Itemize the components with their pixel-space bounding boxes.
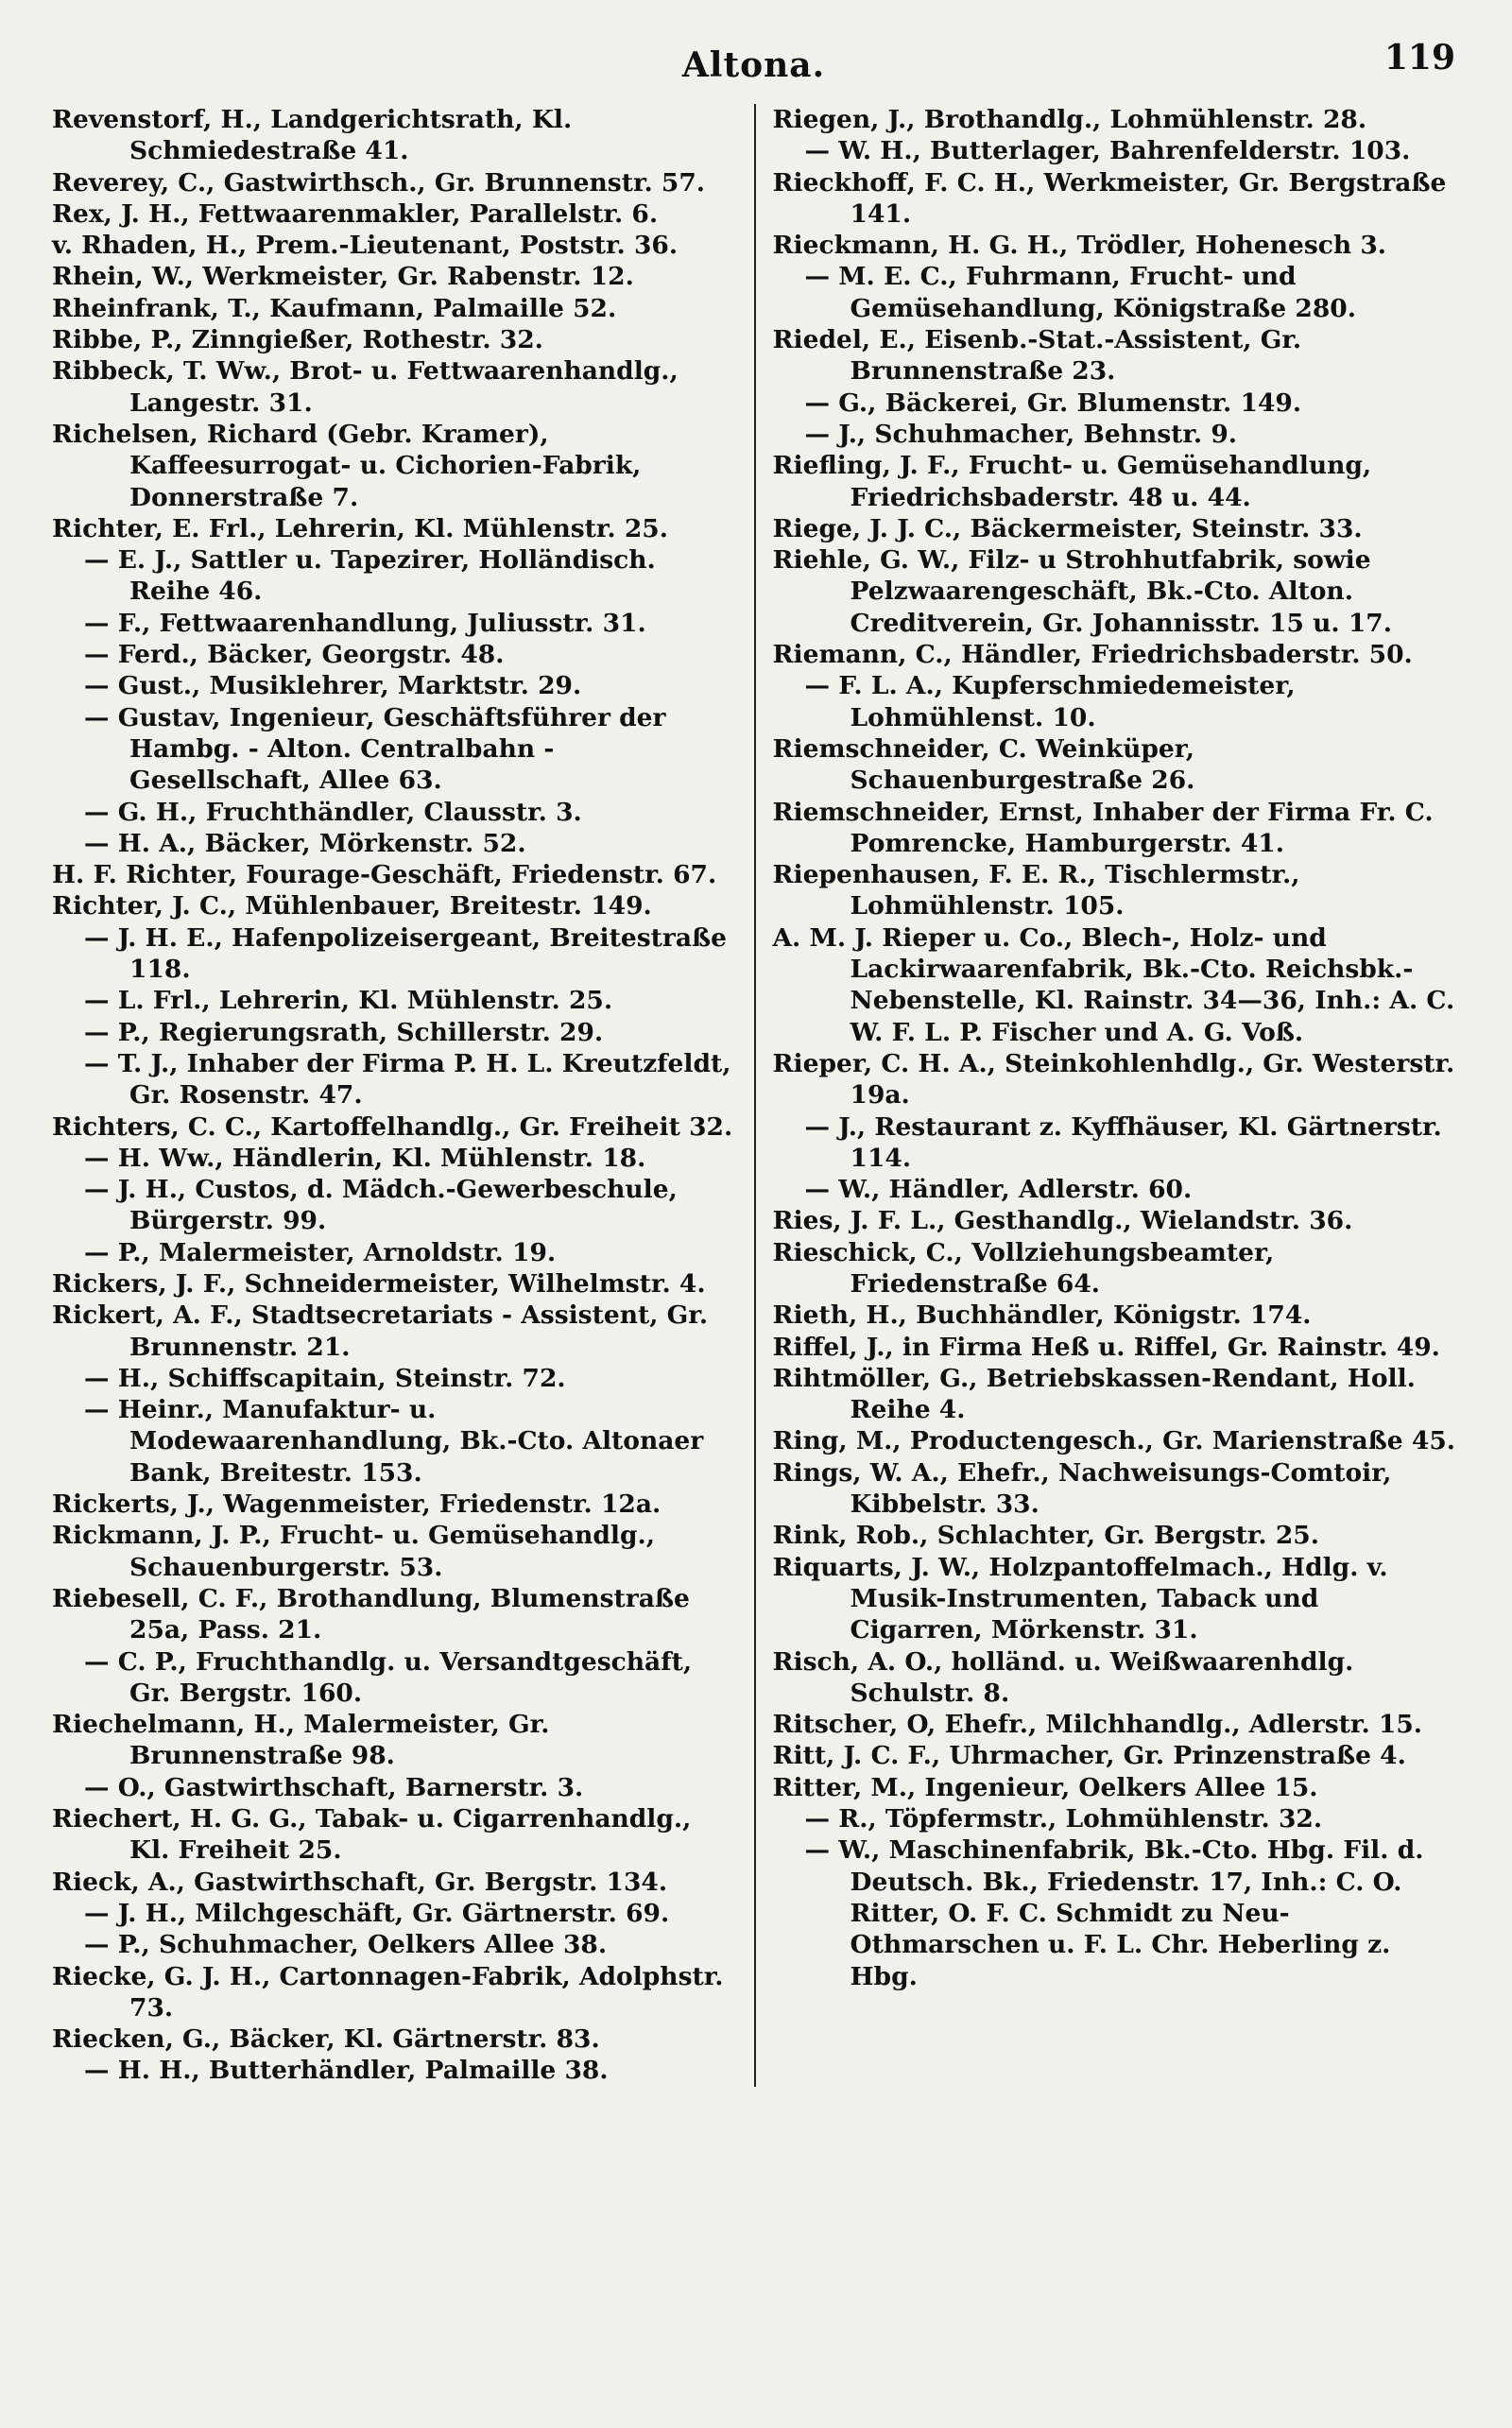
- directory-entry: [773, 1520, 1456, 1551]
- directory-entry: [52, 1363, 737, 1394]
- directory-entry-text: Riemschneider, Ernst, Inhaber der Firma Fr. C. Pomrencke, Hamburgerstr. 41.: [772, 797, 1434, 858]
- directory-entry-text: Rieck, A., Gastwirthschaft, Gr. Bergstr. 134.: [52, 1867, 668, 1897]
- directory-entry-text: Riefling, J. F., Frucht- u. Gemüsehandlung, Friedrichsbaderstr. 48 u. 44.: [772, 451, 1372, 512]
- directory-entry: [773, 1048, 1456, 1111]
- directory-entry-text: v. Rhaden, H., Prem.-Lieutenant, Poststr. 36.: [52, 231, 679, 261]
- directory-entry: [773, 859, 1456, 922]
- directory-entry: [52, 985, 737, 1016]
- directory-entry-text: Riebesell, C. F., Brothandlung, Blumenstraße 25a, Pass. 21.: [52, 1583, 690, 1645]
- directory-entry-text: — H. H., Butterhändler, Palmaille 38.: [84, 2056, 609, 2086]
- directory-entry: [773, 419, 1456, 450]
- directory-entry-text: — O., Gastwirthschaft, Barnerstr. 3.: [84, 1772, 584, 1802]
- directory-entry-text: Rickert, A. F., Stadtsecretariats - Assistent, Gr. Brunnenstr. 21.: [52, 1300, 709, 1362]
- directory-entry-text: Richelsen, Richard (Gebr. Kramer), Kaffeesurrogat- u. Cichorien-Fabrik, Donnerstraße 7.: [52, 419, 642, 512]
- directory-entry: [773, 1205, 1456, 1236]
- directory-entry: [52, 859, 737, 890]
- directory-entry-text: Riecken, G., Bäcker, Kl. Gärtnerstr. 83.: [52, 2024, 600, 2055]
- directory-entry: [52, 1174, 737, 1237]
- directory-entry-text: H. F. Richter, Fourage-Geschäft, Friedenstr. 67.: [52, 860, 717, 890]
- directory-entry-text: Rieckhoff, F. C. H., Werkmeister, Gr. Bergstraße 141.: [772, 167, 1447, 229]
- directory-entry-text: — W., Maschinenfabrik, Bk.-Cto. Hbg. Fil. d. Deutsch. Bk., Friedenstr. 17, Inh.: C. O. Ritter, O. F. C. Schmidt zu Neu-Othmarschen u. F. L. Chr. Heberling z. Hbg.: [804, 1835, 1424, 1991]
- directory-entry-text: — L. Frl., Lehrerin, Kl. Mühlenstr. 25.: [84, 986, 613, 1016]
- directory-entry-text: Riehle, G. W., Filz- u Strohhutfabrik, sowie Pelzwaarengeschäft, Bk.-Cto. Alton. Creditverein, Gr. Johannisstr. 15 u. 17.: [772, 545, 1392, 638]
- directory-entry-text: — Ferd., Bäcker, Georgstr. 48.: [84, 640, 505, 670]
- directory-entry: [52, 1394, 737, 1489]
- directory-entry-text: — Heinr., Manufaktur- u. Modewaarenhandlung, Bk.-Cto. Altonaer Bank, Breitestr. 153.: [84, 1395, 704, 1488]
- directory-entry: [52, 1961, 737, 2024]
- directory-entry: [773, 922, 1456, 1048]
- directory-entry: [52, 1048, 737, 1111]
- directory-entry: [52, 1583, 737, 1646]
- directory-entry-text: Riffel, J., in Firma Heß u. Riffel, Gr. Rainstr. 49.: [772, 1332, 1440, 1362]
- left-column: [52, 104, 754, 2087]
- directory-entry-text: — H. A., Bäcker, Mörkenstr. 52.: [84, 828, 526, 858]
- directory-entry: [773, 797, 1456, 860]
- directory-entry-text: Ritscher, O, Ehefr., Milchhandlg., Adlerstr. 15.: [772, 1710, 1423, 1740]
- directory-entry: [52, 828, 737, 859]
- directory-entry: [52, 608, 737, 639]
- directory-entry-text: — M. E. C., Fuhrmann, Frucht- und Gemüsehandlung, Königstraße 280.: [804, 262, 1356, 323]
- directory-entry-text: — F., Fettwaarenhandlung, Juliusstr. 31.: [84, 608, 646, 638]
- directory-entry-text: Ries, J. F. L., Gesthandlg., Wielandstr. 36.: [772, 1206, 1353, 1236]
- directory-entry: [773, 324, 1456, 387]
- directory-entry-text: Rickers, J. F., Schneidermeister, Wilhelmstr. 4.: [52, 1268, 706, 1299]
- directory-entry-text: Ring, M., Productengesch., Gr. Marienstraße 45.: [772, 1426, 1455, 1456]
- directory-entry-text: — F. L. A., Kupferschmiedemeister, Lohmühlenst. 10.: [804, 671, 1296, 732]
- directory-entry: [773, 1709, 1456, 1740]
- directory-entry: [773, 1834, 1456, 1991]
- page-header: [52, 38, 1455, 104]
- directory-entry: [52, 922, 737, 986]
- directory-entry: [773, 450, 1456, 513]
- directory-entry-text: — H. Ww., Händlerin, Kl. Mühlenstr. 18.: [84, 1143, 646, 1173]
- directory-entry: [52, 1898, 737, 1929]
- directory-entry: [52, 639, 737, 670]
- directory-entry: [52, 2023, 737, 2055]
- directory-entry: [52, 1867, 737, 1898]
- directory-entry: [52, 544, 737, 608]
- directory-entry: [52, 104, 737, 167]
- directory-entry-text: — H., Schiffscapitain, Steinstr. 72.: [84, 1363, 566, 1393]
- directory-entry: [52, 1646, 737, 1710]
- directory-entry-text: Riege, J. J. C., Bäckermeister, Steinstr. 33.: [772, 513, 1363, 543]
- directory-entry-text: Revenstorf, H., Landgerichtsrath, Kl. Schmiedestraße 41.: [52, 105, 573, 166]
- directory-entry: [773, 135, 1456, 166]
- directory-entry: [52, 1237, 737, 1268]
- directory-entry-text: Rieschick, C., Vollziehungsbeamter, Friedenstraße 64.: [772, 1237, 1275, 1299]
- directory-entry: [52, 198, 737, 230]
- directory-entry-text: Riechert, H. G. G., Tabak- u. Cigarrenhandlg., Kl. Freiheit 25.: [52, 1804, 692, 1866]
- directory-entry-text: — P., Malermeister, Arnoldstr. 19.: [84, 1237, 557, 1267]
- directory-entry: [52, 1111, 737, 1143]
- directory-entry-text: — J. H. E., Hafenpolizeisergeant, Breitestraße 118.: [84, 922, 728, 985]
- directory-entry-text: — T. J., Inhaber der Firma P. H. L. Kreutzfeldt, Gr. Rosenstr. 47.: [84, 1048, 731, 1111]
- directory-entry: [52, 261, 737, 292]
- directory-entry: [52, 1929, 737, 1960]
- directory-entry: [52, 1489, 737, 1520]
- directory-entry: [52, 2055, 737, 2086]
- directory-entry-text: Richter, E. Frl., Lehrerin, Kl. Mühlenstr. 25.: [52, 513, 668, 543]
- directory-entry-text: — E. J., Sattler u. Tapezirer, Holländisch. Reihe 46.: [84, 545, 656, 607]
- directory-entry-text: Ribbe, P., Zinngießer, Rothestr. 32.: [52, 325, 543, 355]
- directory-entry-text: Riemann, C., Händler, Friedrichsbaderstr. 50.: [772, 640, 1413, 670]
- directory-entry-text: Ritter, M., Ingenieur, Oelkers Allee 15.: [772, 1772, 1318, 1802]
- directory-entry: [52, 355, 737, 419]
- directory-entry-text: Richters, C. C., Kartoffelhandlg., Gr. Freiheit 32.: [52, 1111, 733, 1142]
- directory-entry: [52, 1709, 737, 1772]
- directory-entry-text: — P., Regierungsrath, Schillerstr. 29.: [84, 1017, 604, 1047]
- directory-entry-text: — G. H., Fruchthändler, Clausstr. 3.: [84, 797, 582, 827]
- directory-entry: [52, 1300, 737, 1363]
- directory-entry-text: Rihtmöller, G., Betriebskassen-Rendant, Holl. Reihe 4.: [772, 1363, 1416, 1425]
- directory-entry-text: — Gustav, Ingenieur, Geschäftsführer der Hambg. - Alton. Centralbahn - Gesellschaft, Allee 63.: [84, 702, 666, 796]
- directory-entry-text: — J. H., Custos, d. Mädch.-Gewerbeschule, Bürgerstr. 99.: [84, 1175, 678, 1236]
- directory-entry: [773, 387, 1456, 419]
- directory-entry: [773, 639, 1456, 670]
- right-column: [754, 104, 1456, 2087]
- directory-entry-text: Reverey, C., Gastwirthsch., Gr. Brunnenstr. 57.: [52, 167, 706, 198]
- directory-entry: [773, 1425, 1456, 1456]
- directory-entry-text: — W., Händler, Adlerstr. 60.: [804, 1175, 1193, 1205]
- directory-entry: [773, 1803, 1456, 1834]
- directory-entry: [773, 1300, 1456, 1331]
- directory-entry-text: Rheinfrank, T., Kaufmann, Palmaille 52.: [52, 293, 617, 323]
- directory-entry-text: Rickmann, J. P., Frucht- u. Gemüsehandlg., Schauenburgerstr. 53.: [52, 1521, 655, 1582]
- directory-entry: [52, 293, 737, 324]
- directory-entry-text: Risch, A. O., holländ. u. Weißwaarenhdlg. Schulstr. 8.: [772, 1646, 1354, 1708]
- directory-entry: [773, 1457, 1456, 1521]
- page-number: 119: [1383, 38, 1455, 77]
- directory-entry: [773, 167, 1456, 231]
- directory-entry-text: — W. H., Butterlager, Bahrenfelderstr. 103.: [804, 136, 1411, 166]
- directory-entry-text: Richter, J. C., Mühlenbauer, Breitestr. 149.: [52, 891, 652, 921]
- directory-entry: [52, 1803, 737, 1867]
- directory-entry-text: — P., Schuhmacher, Oelkers Allee 38.: [84, 1930, 608, 1960]
- directory-entry: [773, 733, 1456, 797]
- directory-columns: [52, 104, 1455, 2087]
- directory-entry-text: Ribbeck, T. Ww., Brot- u. Fettwaarenhandlg., Langestr. 31.: [52, 356, 679, 418]
- directory-entry-text: — R., Töpfermstr., Lohmühlenstr. 32.: [804, 1804, 1323, 1834]
- directory-entry: [773, 1552, 1456, 1646]
- directory-entry-text: Rieckmann, H. G. H., Trödler, Hohenesch 3.: [772, 231, 1387, 261]
- directory-entry: [52, 324, 737, 355]
- directory-entry-text: Rink, Rob., Schlachter, Gr. Bergstr. 25.: [772, 1521, 1319, 1551]
- directory-entry-text: — J., Restaurant z. Kyffhäuser, Kl. Gärtnerstr. 114.: [804, 1111, 1442, 1173]
- directory-entry-text: — G., Bäckerei, Gr. Blumenstr. 149.: [804, 387, 1302, 418]
- directory-entry-text: Rieper, C. H. A., Steinkohlenhdlg., Gr. Westerstr. 19a.: [772, 1048, 1455, 1111]
- directory-entry: [773, 1363, 1456, 1426]
- directory-entry: [773, 513, 1456, 544]
- directory-entry-text: Rex, J. H., Fettwaarenmakler, Parallelstr. 6.: [52, 198, 659, 229]
- page-title: Altona.: [681, 45, 826, 85]
- directory-entry: [773, 1772, 1456, 1803]
- directory-entry: [52, 890, 737, 921]
- directory-entry: [773, 544, 1456, 639]
- directory-entry-text: Riemschneider, C. Weinküper, Schauenburgestraße 26.: [772, 733, 1195, 796]
- directory-entry: [773, 1332, 1456, 1363]
- directory-entry: [52, 1268, 737, 1300]
- directory-entry: [52, 702, 737, 797]
- directory-entry: [52, 419, 737, 513]
- directory-entry-text: Rings, W. A., Ehefr., Nachweisungs-Comtoir, Kibbelstr. 33.: [772, 1457, 1392, 1520]
- directory-entry-text: Riedel, E., Eisenb.-Stat.-Assistent, Gr. Brunnenstraße 23.: [772, 325, 1302, 387]
- directory-entry: [773, 1646, 1456, 1710]
- directory-entry: [52, 797, 737, 828]
- directory-entry: [773, 1111, 1456, 1175]
- directory-entry: [52, 167, 737, 198]
- directory-entry-text: Rieth, H., Buchhändler, Königstr. 174.: [772, 1300, 1312, 1331]
- directory-entry-text: Rickerts, J., Wagenmeister, Friedenstr. 12a.: [52, 1490, 662, 1520]
- directory-entry: [773, 1174, 1456, 1205]
- directory-entry-text: Riechelmann, H., Malermeister, Gr. Brunnenstraße 98.: [52, 1710, 550, 1771]
- directory-entry-text: Ritt, J. C. F., Uhrmacher, Gr. Prinzenstraße 4.: [772, 1741, 1406, 1771]
- directory-entry: [52, 1143, 737, 1174]
- directory-entry-text: — J. H., Milchgeschäft, Gr. Gärtnerstr. 69.: [84, 1898, 670, 1928]
- directory-entry: [773, 1237, 1456, 1300]
- directory-entry: [773, 1740, 1456, 1771]
- directory-entry-text: A. M. J. Rieper u. Co., Blech-, Holz- und Lackirwaarenfabrik, Bk.-Cto. Reichsbk.-Nebenstelle, Kl. Rainstr. 34—36, Inh.: A. C. W. F. L. P. Fischer und A. G. Voß.: [772, 922, 1455, 1047]
- directory-entry-text: Riegen, J., Brothandlg., Lohmühlenstr. 28.: [772, 105, 1367, 134]
- directory-entry-text: Riecke, G. J. H., Cartonnagen-Fabrik, Adolphstr. 73.: [52, 1961, 724, 2023]
- directory-entry: [52, 513, 737, 544]
- directory-entry: [52, 1520, 737, 1583]
- directory-entry-text: Riepenhausen, F. E. R., Tischlermstr., Lohmühlenstr. 105.: [772, 860, 1300, 921]
- directory-entry-text: — J., Schuhmacher, Behnstr. 9.: [804, 419, 1238, 449]
- directory-entry: [773, 670, 1456, 733]
- directory-entry-text: Rhein, W., Werkmeister, Gr. Rabenstr. 12.: [52, 262, 634, 292]
- directory-entry-text: — C. P., Fruchthandlg. u. Versandtgeschäft, Gr. Bergstr. 160.: [84, 1646, 693, 1708]
- directory-entry: [773, 230, 1456, 261]
- directory-entry: [773, 261, 1456, 324]
- directory-entry: [773, 104, 1456, 135]
- directory-entry: [52, 670, 737, 701]
- directory-entry-text: Riquarts, J. W., Holzpantoffelmach., Hdlg. v. Musik-Instrumenten, Taback und Cigarren, Mörkenstr. 31.: [772, 1552, 1388, 1645]
- directory-entry: [52, 1772, 737, 1803]
- directory-entry: [52, 1017, 737, 1048]
- directory-entry: [52, 230, 737, 261]
- directory-entry-text: — Gust., Musiklehrer, Marktstr. 29.: [84, 671, 582, 701]
